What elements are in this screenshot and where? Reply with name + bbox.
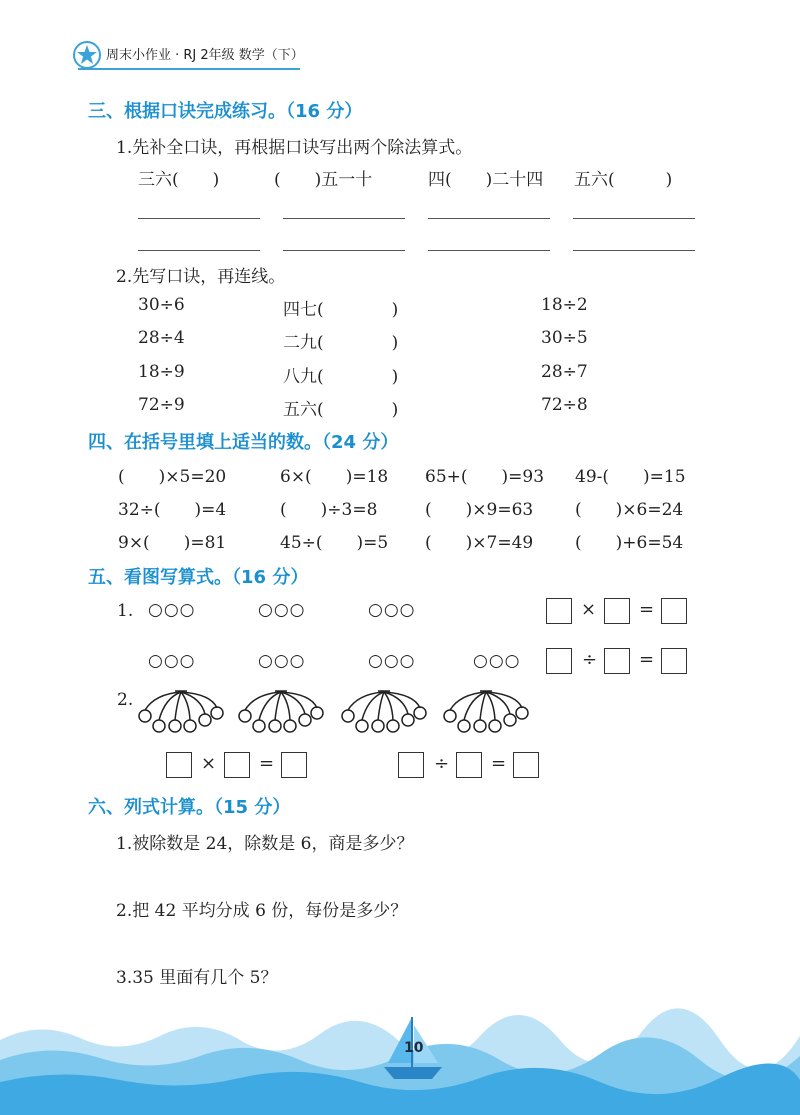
section-6-title: 六、列式计算。（15 分） [88, 797, 291, 818]
cherry-bunch-icon [440, 688, 530, 736]
circle-group: ○○○ [258, 600, 306, 620]
s3-q1-prompt: 1.先补全口诀，再根据口诀写出两个除法算式。 [116, 138, 473, 158]
circle-group: ○○○ [148, 651, 196, 671]
page-number: 10 [404, 1040, 424, 1056]
cherry-bunch-icon [338, 688, 428, 736]
s3-q2-mid: 四七( ) [283, 300, 399, 320]
answer-box[interactable] [166, 752, 192, 778]
s4-item: 6×( )=18 [280, 467, 389, 487]
equals-sign: = [491, 753, 507, 774]
s5-q1-label: 1. [117, 601, 134, 621]
answer-box[interactable] [456, 752, 482, 778]
answer-line[interactable] [283, 250, 405, 251]
answer-box[interactable] [513, 752, 539, 778]
s3-q2-mid: 五六( ) [283, 400, 399, 420]
s4-item: 45÷( )=5 [280, 533, 389, 553]
s3-q2-left: 18÷9 [138, 362, 185, 382]
times-sign: × [581, 599, 597, 620]
answer-box[interactable] [398, 752, 424, 778]
s6-question: 3.35 里面有几个 5？ [116, 968, 278, 988]
s3-q2-mid: 二九( ) [283, 333, 399, 353]
section-4-title: 四、在括号里填上适当的数。（24 分） [88, 432, 399, 453]
s3-q2-right: 72÷8 [541, 395, 588, 415]
s3-q2-left: 30÷6 [138, 295, 185, 315]
circle-group: ○○○ [368, 651, 416, 671]
circle-group: ○○○ [148, 600, 196, 620]
answer-box[interactable] [546, 648, 572, 674]
answer-line[interactable] [138, 218, 260, 219]
s3-q2-right: 30÷5 [541, 328, 588, 348]
star-logo-icon [72, 40, 102, 70]
s3-q1-item: 三六( ) [138, 170, 220, 190]
s3-q1-item: 五六( ) [574, 170, 673, 190]
s4-item: ( )×5=20 [118, 467, 227, 487]
s4-item: ( )×9=63 [425, 500, 534, 520]
s4-item: 65+( )=93 [425, 467, 545, 487]
s3-q1-item: 四( )二十四 [428, 170, 544, 190]
s3-q1-item: ( )五一十 [274, 170, 373, 190]
s4-item: 32÷( )=4 [118, 500, 227, 520]
answer-line[interactable] [573, 218, 695, 219]
divide-sign: ÷ [582, 649, 598, 670]
header-title: 周末小作业 · RJ 2年级 数学（下） [106, 48, 304, 63]
cherry-bunch-icon [235, 688, 325, 736]
circle-group: ○○○ [473, 651, 521, 671]
equals-sign: = [639, 649, 655, 670]
s4-item: 9×( )=81 [118, 533, 227, 553]
circle-group: ○○○ [368, 600, 416, 620]
equals-sign: = [639, 599, 655, 620]
answer-box[interactable] [604, 648, 630, 674]
section-5-title: 五、看图写算式。（16 分） [88, 567, 309, 588]
answer-line[interactable] [428, 218, 550, 219]
answer-box[interactable] [661, 598, 687, 624]
answer-box[interactable] [546, 598, 572, 624]
answer-box[interactable] [224, 752, 250, 778]
s4-item: 49-( )=15 [575, 467, 686, 487]
s4-item: ( )×6=24 [575, 500, 684, 520]
answer-line[interactable] [573, 250, 695, 251]
s3-q2-prompt: 2.先写口诀，再连线。 [116, 267, 286, 287]
s4-item: ( )÷3=8 [280, 500, 378, 520]
s6-question: 1.被除数是 24，除数是 6，商是多少？ [116, 834, 414, 854]
section-3-title: 三、根据口诀完成练习。（16 分） [88, 101, 363, 122]
answer-box[interactable] [661, 648, 687, 674]
s6-question: 2.把 42 平均分成 6 份，每份是多少？ [116, 901, 408, 921]
answer-box[interactable] [604, 598, 630, 624]
header-underline [78, 68, 300, 70]
answer-line[interactable] [138, 250, 260, 251]
s3-q2-left: 28÷4 [138, 328, 185, 348]
s5-q2-label: 2. [117, 690, 134, 710]
times-sign: × [201, 753, 217, 774]
s3-q2-right: 18÷2 [541, 295, 588, 315]
s3-q2-right: 28÷7 [541, 362, 588, 382]
s4-item: ( )+6=54 [575, 533, 684, 553]
s3-q2-mid: 八九( ) [283, 367, 399, 387]
equals-sign: = [259, 753, 275, 774]
answer-box[interactable] [281, 752, 307, 778]
s3-q2-left: 72÷9 [138, 395, 185, 415]
s4-item: ( )×7=49 [425, 533, 534, 553]
answer-line[interactable] [283, 218, 405, 219]
divide-sign: ÷ [434, 753, 450, 774]
answer-line[interactable] [428, 250, 550, 251]
circle-group: ○○○ [258, 651, 306, 671]
cherry-bunch-icon [135, 688, 225, 736]
